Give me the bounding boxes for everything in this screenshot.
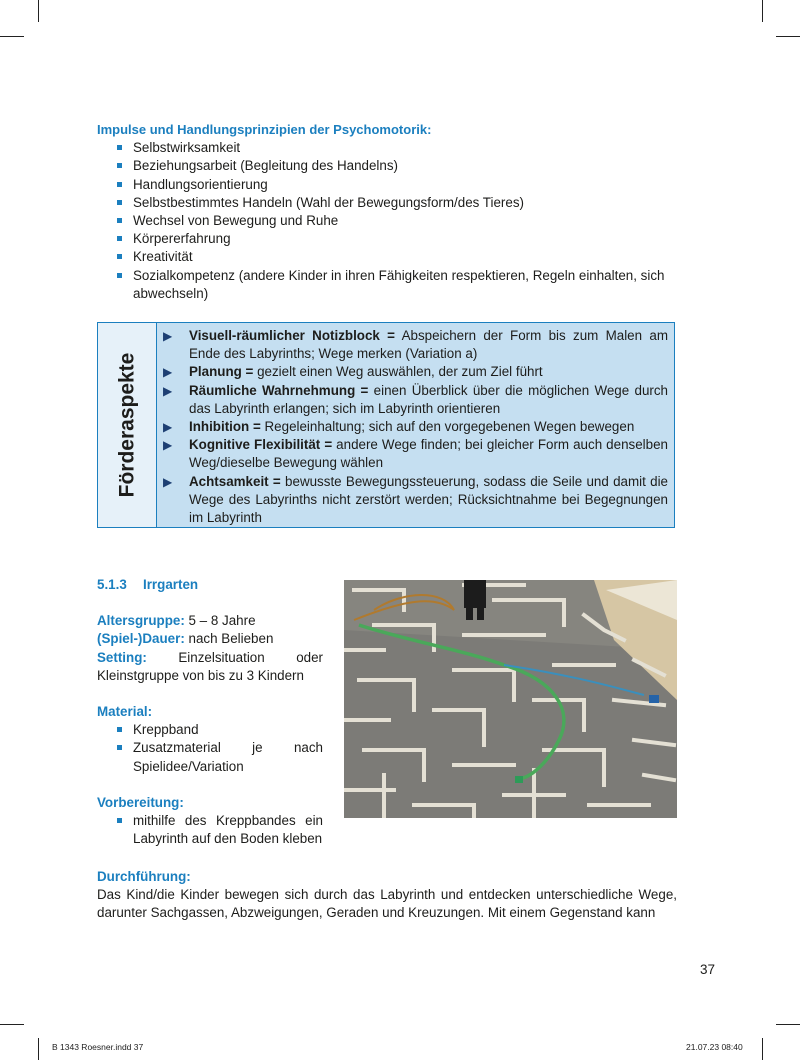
foerder-text: einen Überblick über die möglichen Wege durch das Labyrinth erlangen; sich im Labyrinth orientieren: [189, 382, 668, 416]
footer-file: B 1343 Roesner.indd 37: [52, 1042, 144, 1052]
foerder-text: Regeleinhaltung; sich auf den vorgegebenen Wegen bewegen: [260, 419, 635, 435]
material-label: Material:: [97, 704, 153, 720]
durchfuehrung-section: [97, 868, 677, 923]
foerder-text: bewusste Bewegungssteuerung, sodass die Seile und damit die Wege des Labyrinths nicht zerstört werden; Rücksichtnahme bei Begegnungen im Labyrinth: [189, 473, 668, 526]
setting-line: [97, 649, 323, 685]
material-list: [97, 721, 323, 776]
foerderaspekte-box: [97, 322, 675, 528]
crop-mark: [776, 1024, 800, 1025]
section-title: [97, 576, 323, 594]
foerder-item: [163, 473, 668, 528]
list-item: Zusatzmaterial je nach Spielidee/Variation: [117, 739, 323, 775]
alter-line: [97, 612, 323, 630]
impulse-heading: Impulse und Handlungsprinzipien der Psychomotorik:: [97, 122, 432, 137]
list-item: Wechsel von Bewegung und Ruhe: [117, 212, 677, 230]
section-heading: Irrgarten: [143, 577, 199, 592]
labyrinth-photo: [344, 580, 677, 818]
foerder-item: [163, 363, 668, 381]
setting-label: Setting:: [97, 649, 147, 665]
foerder-term: Achtsamkeit =: [189, 473, 281, 489]
triangle-bullet-icon: ▶: [163, 329, 173, 343]
crop-mark: [762, 0, 763, 22]
alter-value: 5 – 8 Jahre: [184, 613, 256, 629]
crop-mark: [762, 1038, 763, 1060]
vorbereitung-label: Vorbereitung:: [97, 794, 184, 810]
list-item: Handlungsorientierung: [117, 176, 677, 194]
foerder-text: gezielt einen Weg auswählen, der zum Ziel führt: [253, 364, 543, 380]
crop-mark: [0, 1024, 24, 1025]
list-item: Selbstbestimmtes Handeln (Wahl der Bewegungsform/des Tieres): [117, 194, 677, 212]
impulse-list: [97, 139, 677, 303]
impulse-section: [97, 121, 677, 303]
setting-value: Einzelsituation oder Kleinstgruppe von bis zu 3 Kindern: [97, 649, 323, 683]
crop-mark: [38, 0, 39, 22]
foerder-term: Planung =: [189, 364, 254, 380]
foerder-item: [163, 382, 668, 418]
durchfuehrung-label: Durchführung:: [97, 869, 191, 884]
list-item: Kreativität: [117, 248, 677, 266]
dauer-label: (Spiel-)Dauer:: [97, 631, 185, 647]
foerderaspekte-side: [98, 323, 157, 527]
list-item: mithilfe des Kreppbandes ein Labyrinth auf den Boden kleben: [117, 812, 323, 848]
foerderaspekte-body: [157, 323, 674, 527]
foerder-text: andere Wege finden; bei gleicher Form auch denselben Weg/dieselbe Bewegung wählen: [189, 437, 668, 471]
triangle-bullet-icon: ▶: [163, 438, 173, 453]
dauer-value: nach Belieben: [184, 631, 274, 647]
foerder-term: Visuell-räumlicher Notizblock =: [189, 328, 396, 343]
foerder-term: Kognitive Flexibilität =: [189, 437, 333, 453]
footer-timestamp: 21.07.23 08:40: [686, 1042, 743, 1052]
triangle-bullet-icon: ▶: [163, 365, 173, 380]
dauer-line: [97, 630, 323, 648]
crop-mark: [38, 1038, 39, 1060]
foerder-text: Abspeichern der Form bis zum Malen am Ende des Labyrinths; Wege merken (Variation a): [189, 328, 668, 362]
list-item: Kreppband: [117, 721, 323, 739]
list-item: Selbstwirksamkeit: [117, 139, 677, 157]
foerder-item: [163, 436, 668, 472]
alter-label: Altersgruppe:: [97, 613, 185, 629]
irrgarten-section: [97, 576, 323, 848]
triangle-bullet-icon: ▶: [163, 383, 173, 398]
foerder-term: Räumliche Wahrnehmung =: [189, 382, 369, 398]
foerderaspekte-label: Förderaspekte: [115, 352, 139, 498]
crop-mark: [776, 36, 800, 37]
list-item: Beziehungsarbeit (Begleitung des Handelns): [117, 157, 677, 175]
list-item: Sozialkompetenz (andere Kinder in ihren Fähigkeiten respektieren, Regeln einhalten, sich abwechseln): [117, 267, 677, 303]
foerder-item: [163, 418, 668, 436]
list-item: Körpererfahrung: [117, 230, 677, 248]
foerder-item: [163, 327, 668, 363]
page-number: 37: [700, 962, 716, 977]
triangle-bullet-icon: ▶: [163, 474, 173, 489]
vorbereitung-list: [97, 812, 323, 848]
foerder-term: Inhibition =: [189, 419, 261, 435]
section-number: 5.1.3: [97, 577, 127, 592]
triangle-bullet-icon: ▶: [163, 420, 173, 435]
durchfuehrung-text: Das Kind/die Kinder bewegen sich durch das Labyrinth und entdecken unterschiedliche Wege, darunter Sachgassen, Abzweigungen, Geraden und Kreuzungen. Mit einem Gegenstand kann: [97, 887, 677, 921]
crop-mark: [0, 36, 24, 37]
